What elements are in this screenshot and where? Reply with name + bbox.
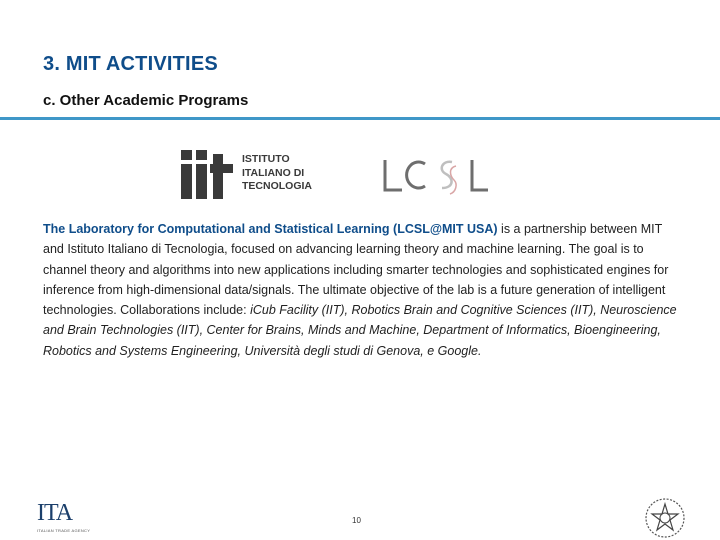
lcsl-description	[43, 219, 683, 361]
page-number: 10	[352, 516, 361, 525]
iit-logo	[181, 150, 331, 200]
italian-emblem-icon	[644, 497, 686, 539]
slide-subtitle: c. Other Academic Programs	[43, 92, 249, 109]
iit-mark-icon	[181, 150, 233, 199]
lcsl-lead: The Laboratory for Computational and Statistical Learning (LCSL@MIT USA)	[43, 222, 498, 236]
ita-subtitle: ITALIAN TRADE AGENCY	[37, 528, 91, 533]
ita-wordmark: ITA	[37, 500, 73, 526]
ita-logo	[37, 500, 95, 536]
lcsl-body: is a partnership between MIT and Istituto Italiano di Tecnologia, focused on advancing learning theory and machine learning. The goal is to channel theory and algorithms into new applications including smarter technologies and sophisticated engines for inference from high-dimensional data/signals. The ultimate objective of the lab is a future generation of intelligent technologies. Collaborations include:	[43, 222, 669, 318]
iit-wordmark	[242, 153, 312, 194]
iit-line-1: ISTITUTO	[242, 153, 290, 165]
slide-title: 3. MIT ACTIVITIES	[43, 53, 218, 75]
iit-line-3: TECNOLOGIA	[242, 180, 312, 192]
iit-line-2: ITALIANO DI	[242, 166, 305, 179]
lcsl-collaborations: iCub Facility (IIT), Robotics Brain and Cognitive Sciences (IIT), Neuroscience and Brain Technologies (IIT), Center for Brains, Minds and Machine, Department of Informatics, Bioengineering, Robotics and Systems Engineering, Università degli studi di Genova, e Google.	[43, 303, 677, 358]
lcsl-logo	[380, 150, 490, 200]
header-divider	[0, 117, 720, 120]
